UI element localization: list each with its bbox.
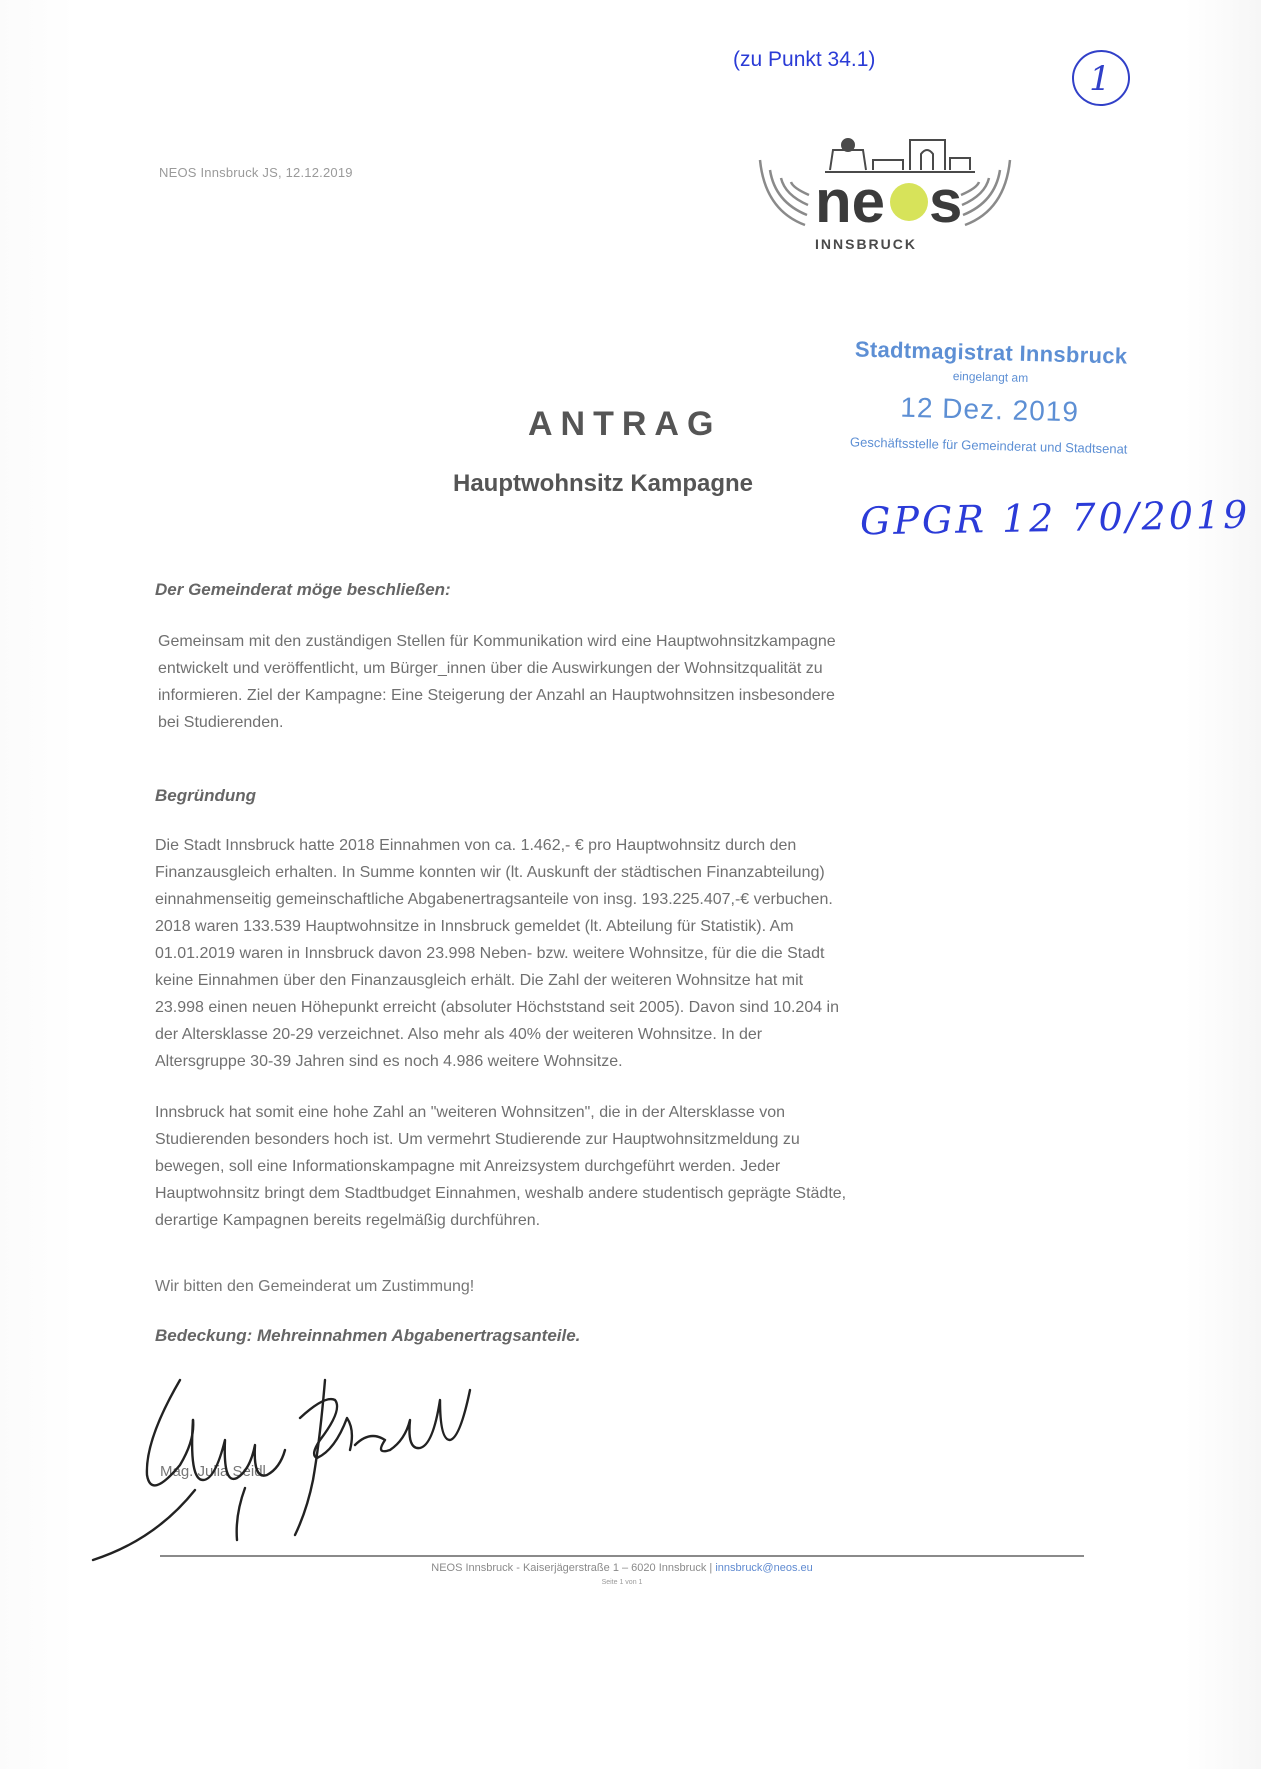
text-line: 01.01.2019 waren in Innsbruck davon 23.998 Neben- bzw. weitere Wohnsitze, für die die Stadt — [155, 945, 825, 962]
neos-logo — [745, 130, 1025, 245]
reasoning-paragraph-1 — [155, 832, 1075, 1075]
text-line: 23.998 einen neuen Höhepunkt erreicht (absoluter Höchststand seit 2005). Davon sind 10.204 in — [155, 999, 840, 1016]
resolution-heading: Der Gemeinderat möge beschließen: — [155, 580, 451, 599]
closing-request: Wir bitten den Gemeinderat um Zustimmung! — [155, 1278, 475, 1295]
circled-page-number — [1067, 42, 1137, 117]
text-line: einnahmenseitig gemeinschaftliche Abgabenertragsanteile von insg. 193.225.407,-€ verbuchen. — [155, 891, 833, 908]
svg-text:ne: ne — [815, 168, 886, 235]
received-stamp — [829, 336, 1152, 457]
text-line: Studierenden besonders hoch ist. Um vermehrt Studierende zur Hauptwohnsitzmeldung zu — [155, 1131, 800, 1148]
stamp-date: 12 Dez. 2019 — [899, 391, 1080, 428]
text-line: Die Stadt Innsbruck hatte 2018 Einnahmen von ca. 1.462,- € pro Hauptwohnsitz durch den — [155, 837, 797, 854]
footer-divider — [160, 1555, 1084, 1557]
reasoning-heading: Begründung — [155, 786, 257, 805]
text-line: der Altersklasse 20-29 verzeichnet. Also mehr als 40% der weiteren Wohnsitze. In der — [155, 1026, 763, 1043]
handwritten-reference: GPGR 12 70/2019 — [859, 492, 1251, 544]
text-line: bei Studierenden. — [158, 714, 284, 731]
stamp-office: Geschäftsstelle für Gemeinderat und Stadtsenat — [849, 434, 1128, 457]
stamp-received-label: eingelangt am — [952, 369, 1029, 385]
text-line: entwickelt und veröffentlicht, um Bürger_innen über die Auswirkungen der Wohnsitzqualität zu — [158, 660, 823, 677]
text-line: Altersgruppe 30-39 Jahren sind es noch 4.986 weitere Wohnsitze. — [155, 1053, 623, 1070]
text-line: informieren. Ziel der Kampagne: Eine Steigerung der Anzahl an Hauptwohnsitzen insbesondere — [158, 687, 835, 704]
svg-text:s: s — [929, 168, 963, 235]
text-line: derartige Kampagnen bereits regelmäßig durchführen. — [155, 1212, 541, 1229]
text-line: Gemeinsam mit den zuständigen Stellen für Kommunikation wird eine Hauptwohnsitzkampagne — [158, 633, 836, 650]
svg-text:1: 1 — [1089, 59, 1111, 99]
document-title: ANTRAG — [528, 405, 722, 443]
text-line: bewegen, soll eine Informationskampagne mit Anreizsystem durchgeführt werden. Jeder — [155, 1158, 781, 1175]
logo-city-label: INNSBRUCK — [815, 236, 917, 252]
text-line: keine Einnahmen über den Finanzausgleich erhält. Die Zahl der weiteren Wohnsitze hat mit — [155, 972, 804, 989]
text-line: Innsbruck hat somit eine hohe Zahl an "weiteren Wohnsitzen", die in der Altersklasse von — [155, 1104, 786, 1121]
handwritten-signature — [85, 1340, 545, 1575]
sender-line: NEOS Innsbruck JS, 12.12.2019 — [159, 165, 353, 180]
footer-address-text: NEOS Innsbruck - Kaiserjägerstraße 1 – 6020 Innsbruck | — [431, 1562, 716, 1574]
footer-email-link[interactable]: innsbruck@neos.eu — [715, 1562, 813, 1574]
agenda-reference: (zu Punkt 34.1) — [733, 48, 876, 71]
coverage-note: Bedeckung: Mehreinnahmen Abgabenertragsanteile. — [155, 1326, 581, 1345]
reasoning-paragraph-2 — [155, 1099, 1075, 1234]
text-line: Hauptwohnsitz bringt dem Stadtbudget Einnahmen, weshalb andere studentisch geprägte Städte, — [155, 1185, 847, 1202]
text-line: 2018 waren 133.539 Hauptwohnsitze in Innsbruck gemeldet (lt. Abteilung für Statistik). Am — [155, 918, 794, 935]
signatory-name: Mag. Julia Seidl — [160, 1463, 266, 1480]
stamp-title: Stadtmagistrat Innsbruck — [854, 336, 1128, 369]
footer-address — [160, 1562, 1084, 1574]
resolution-paragraph — [158, 628, 1078, 736]
document-subtitle: Hauptwohnsitz Kampagne — [453, 470, 754, 497]
text-line: Finanzausgleich erhalten. In Summe konnten wir (lt. Auskunft der städtischen Finanzabteilung) — [155, 864, 825, 881]
page-number: Seite 1 von 1 — [601, 1579, 643, 1586]
